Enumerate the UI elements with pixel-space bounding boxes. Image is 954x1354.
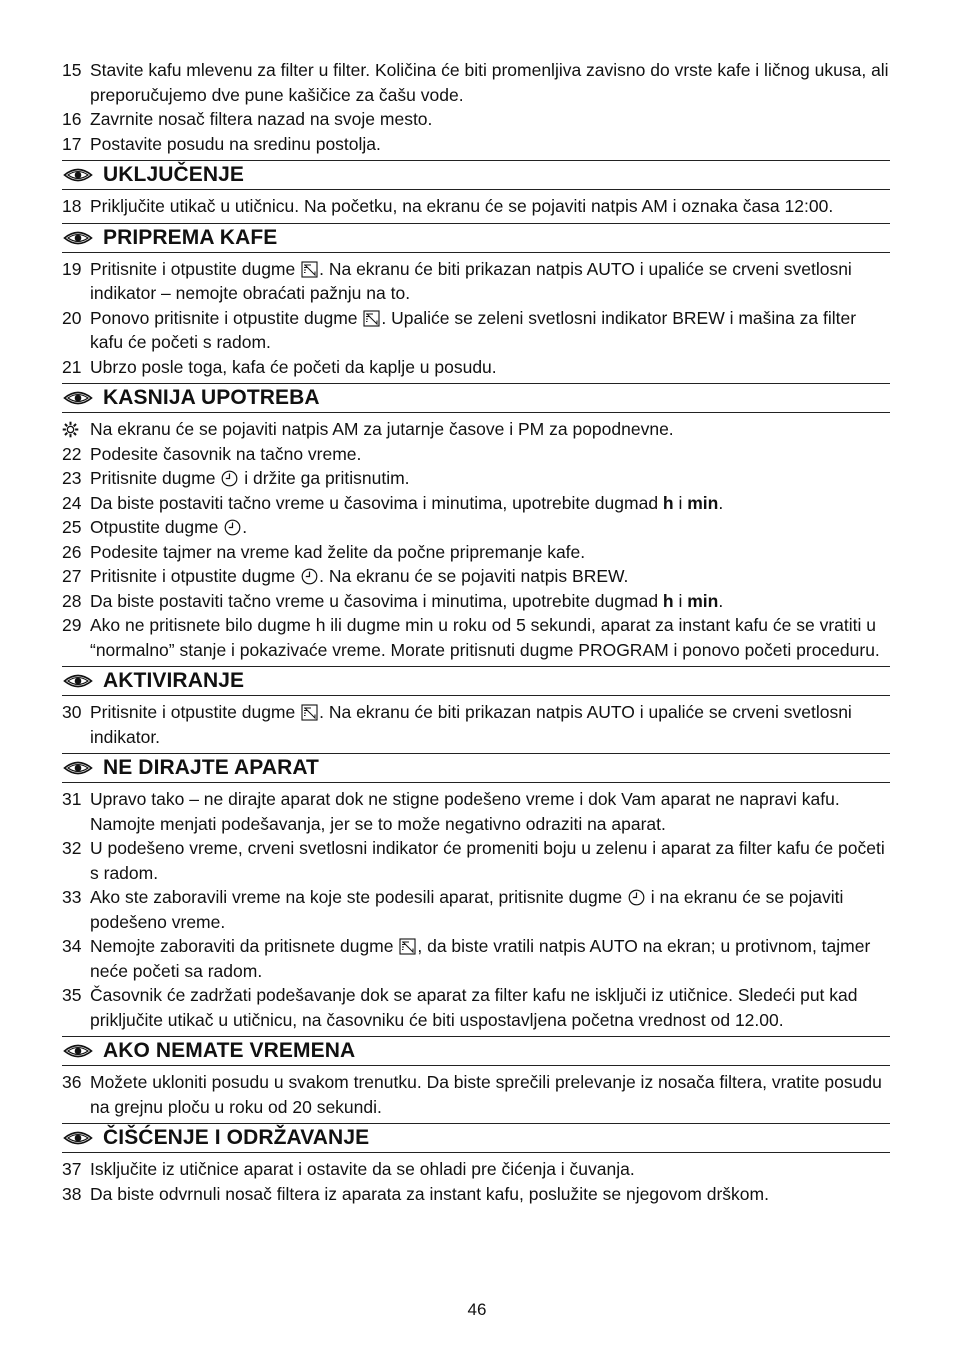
eye-icon [63, 389, 93, 407]
list-item [62, 257, 890, 306]
list-item [62, 787, 890, 836]
step-text: . [718, 492, 724, 513]
step-text: , da biste vratili natpis AUTO na ekran; u protivnom, tajmer neće početi sa radom. [90, 936, 871, 981]
section-title: UKLJUČENJE [103, 163, 245, 186]
step-text: Isključite iz utičnice aparat i ostavite da se ohladi pre čićenja i čuvanja. [90, 1159, 635, 1179]
step-text: Nemojte zaboraviti da pritisnete dugme [90, 936, 399, 956]
step-text: Pritisnite i otpustite dugme [90, 258, 301, 279]
step-number: 22 [62, 443, 82, 464]
list-item [62, 540, 890, 565]
button-name: h [662, 492, 674, 513]
section-heading [62, 223, 890, 253]
step-text: Ubrzo posle toga, kafa će početi da kaplje u posudu. [90, 356, 497, 377]
step-number: 25 [62, 517, 82, 537]
section-title: NE DIRAJTE APARAT [103, 756, 319, 779]
step-number: 17 [62, 133, 82, 154]
list-item [62, 836, 890, 885]
list-item [62, 355, 890, 380]
step-number: 24 [62, 492, 82, 513]
step-text: Da biste postaviti tačno vreme u časovima i minutima, upotrebite dugmad [90, 492, 663, 513]
clock-button-icon [224, 519, 241, 536]
list-item [62, 589, 890, 614]
auto-button-icon [399, 938, 416, 955]
section-title: ČIŠĆENJE I ODRŽAVANJE [103, 1126, 370, 1149]
list-item [62, 700, 890, 749]
step-text: Ponovo pritisnite i otpustite dugme [90, 307, 363, 328]
step-number: 27 [62, 566, 82, 586]
step-text: Ako ste zaboravili vreme na koje ste podesili aparat, pritisnite dugme [90, 887, 627, 907]
step-text: U podešeno vreme, crveni svetlosni indikator će promeniti boju u zelenu i aparat za filter kafu će početi s radom. [90, 838, 885, 883]
step-number: 21 [62, 356, 82, 377]
list-item [62, 1070, 890, 1119]
step-number: 33 [62, 887, 82, 907]
list-item [62, 491, 890, 516]
section-heading [62, 666, 890, 696]
section-title: AKO NEMATE VREMENA [103, 1039, 356, 1062]
list-item [62, 306, 890, 355]
step-number: 26 [62, 541, 82, 562]
section-title: PRIPREMA KAFE [103, 225, 278, 249]
auto-button-icon [301, 261, 318, 278]
list-item [62, 983, 890, 1032]
eye-icon [63, 759, 93, 777]
step-text: Upravo tako – ne dirajte aparat dok ne stigne podešeno vreme i dok Vam aparat ne napravi kafu. Namojte menjati podešavanja, jer se to može negativno odraziti na aparat. [90, 789, 840, 834]
section-title: KASNIJA UPOTREBA [103, 386, 320, 409]
list-item [62, 564, 890, 589]
list-item [62, 466, 890, 491]
list-item [62, 58, 890, 107]
step-text: . [242, 517, 248, 537]
page-number: 46 [467, 1300, 487, 1319]
list-item [62, 107, 890, 132]
section-heading [62, 1123, 890, 1153]
button-name: min [687, 590, 719, 611]
step-text: Podesite tajmer na vreme kad želite da počne pripremanje kafe. [90, 541, 586, 562]
section-heading [62, 160, 890, 190]
auto-button-icon [363, 310, 380, 327]
step-number: 15 [62, 60, 82, 80]
manual-page [62, 58, 890, 1206]
step-text: Ako ne pritisnete bilo dugme h ili dugme min u roku od 5 sekundi, aparat za instant kafu će se vratiti u “normalno” stanje i pokazivaće vreme. Morate pritisnuti dugme PROGRAM i ponovo početi proceduru. [90, 615, 880, 660]
list-item [62, 1182, 890, 1207]
step-number: 34 [62, 936, 82, 956]
clock-button-icon [301, 568, 318, 585]
step-text: i [673, 492, 688, 513]
step-number: 38 [62, 1183, 82, 1204]
step-text: Na ekranu će se pojaviti natpis AM za jutarnje časove i PM za popodnevne. [90, 419, 674, 439]
list-item [62, 515, 890, 540]
step-number: 32 [62, 838, 82, 858]
step-number: 16 [62, 109, 82, 129]
list-item [62, 613, 890, 662]
step-number: 37 [62, 1159, 82, 1179]
step-number: 30 [62, 702, 82, 722]
step-number: 20 [62, 307, 82, 328]
section-title: AKTIVIRANJE [103, 669, 245, 692]
list-item [62, 194, 890, 219]
list-item [62, 417, 890, 442]
list-item [62, 132, 890, 157]
step-text: Stavite kafu mlevenu za filter u filter. Količina će biti promenljiva zavisno do vrste kafe i ličnog ukusa, ali preporučujemo dve pune kašičice za čašu vode. [90, 60, 889, 105]
list-item [62, 1157, 890, 1182]
step-text: . Na ekranu će se pojaviti natpis BREW. [319, 566, 629, 586]
list-item [62, 885, 890, 934]
step-text: i držite ga pritisnutim. [239, 468, 410, 488]
clock-button-icon [221, 470, 238, 487]
step-number: 36 [62, 1072, 82, 1092]
section-heading [62, 383, 890, 413]
step-text: Pritisnite dugme [90, 468, 221, 488]
step-text: Možete ukloniti posudu u svakom trenutku. Da biste sprečili prelevanje iz nosača filtera, vratite posudu na grejnu ploču u roku od 20 sekundi. [90, 1072, 882, 1117]
list-item [62, 442, 890, 467]
step-text: i na ekranu će se pojaviti podešeno vreme. [90, 887, 844, 932]
step-text: Pritisnite i otpustite dugme [90, 566, 301, 586]
step-number: 31 [62, 789, 82, 809]
eye-icon [63, 1042, 93, 1060]
step-text: Pritisnite i otpustite dugme [90, 702, 301, 722]
step-text: . [718, 590, 724, 611]
eye-icon [63, 672, 93, 690]
step-number: 28 [62, 590, 82, 611]
step-number: 35 [62, 985, 82, 1005]
eye-icon [63, 166, 93, 184]
step-number: 23 [62, 468, 82, 488]
auto-button-icon [301, 704, 318, 721]
sun-icon [62, 421, 79, 438]
step-text: Zavrnite nosač filtera nazad na svoje mesto. [90, 109, 433, 129]
step-text: Podesite časovnik na tačno vreme. [90, 443, 362, 464]
eye-icon [63, 229, 93, 247]
button-name: min [687, 492, 719, 513]
step-text: Postavite posudu na sredinu postolja. [90, 133, 381, 154]
clock-button-icon [628, 889, 645, 906]
step-text: Priključite utikač u utičnicu. Na početku, na ekranu će se pojaviti natpis AM i oznaka časa 12:00. [90, 196, 834, 216]
button-name: h [662, 590, 674, 611]
list-item [62, 934, 890, 983]
step-number: 19 [62, 258, 82, 279]
section-heading [62, 1036, 890, 1066]
step-text: . Upaliće se zeleni svetlosni indikator BREW i mašina za filter kafu će početi s radom. [90, 307, 857, 352]
step-text: . Na ekranu će biti prikazan natpis AUTO i upaliće se crveni svetlosni indikator. [90, 702, 852, 747]
step-text: Da biste postaviti tačno vreme u časovima i minutima, upotrebite dugmad [90, 590, 663, 611]
step-text: . Na ekranu će biti prikazan natpis AUTO i upaliće se crveni svetlosni indikator – nemojte obraćati pažnju na to. [90, 258, 852, 303]
eye-icon [63, 1129, 93, 1147]
step-text: i [673, 590, 688, 611]
step-number: 29 [62, 615, 82, 635]
step-text: Časovnik će zadržati podešavanje dok se aparat za filter kafu ne isključi iz utičnice. Sledeći put kad priključite utikač u utičnicu, na časovniku će biti uspostavljena početna vrednost od 12.00. [90, 985, 858, 1030]
step-number: 18 [62, 196, 82, 216]
step-text: Da biste odvrnuli nosač filtera iz aparata za instant kafu, poslužite se njegovom drškom. [90, 1183, 769, 1204]
section-heading [62, 753, 890, 783]
step-text: Otpustite dugme [90, 517, 224, 537]
